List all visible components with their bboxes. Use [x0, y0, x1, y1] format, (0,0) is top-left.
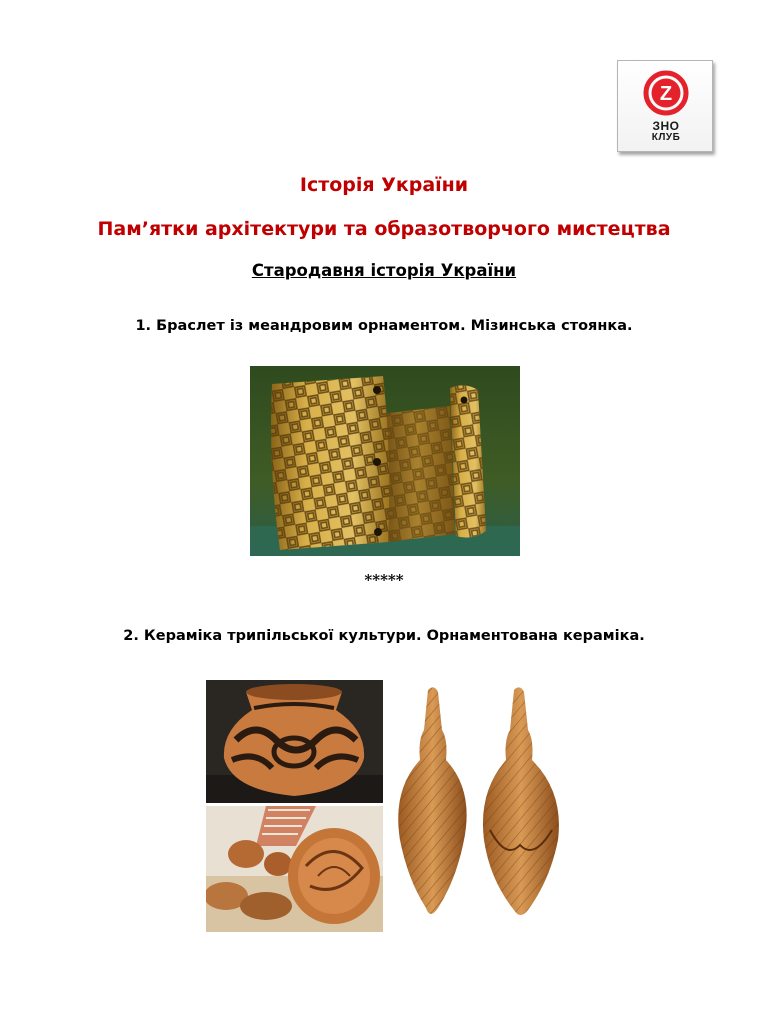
- logo-circle-icon: [643, 70, 689, 116]
- trypillia-vase-photo: [206, 680, 383, 803]
- document-title: Історія України: [299, 174, 469, 196]
- logo-line2: КЛУБ: [651, 132, 681, 143]
- document-subtitle: Пам’ятки архітектури та образотворчого мистецтва: [97, 218, 671, 240]
- item-2-caption: 2. Кераміка трипільської культури. Орнаментована кераміка.: [123, 628, 645, 644]
- bracelet-photo: [250, 366, 520, 556]
- trypillia-figurines-photo: [386, 680, 566, 932]
- logo-letter: Z: [659, 83, 673, 105]
- trypillia-dishes-photo: [206, 806, 383, 932]
- item-1-caption: 1. Браслет із меандровим орнаментом. Мізинська стоянка.: [135, 318, 633, 334]
- section-heading: Стародавня історія України: [251, 261, 517, 280]
- logo-line1: ЗНО: [652, 119, 680, 133]
- separator-stars: *****: [364, 571, 404, 589]
- zno-club-logo: [617, 60, 713, 152]
